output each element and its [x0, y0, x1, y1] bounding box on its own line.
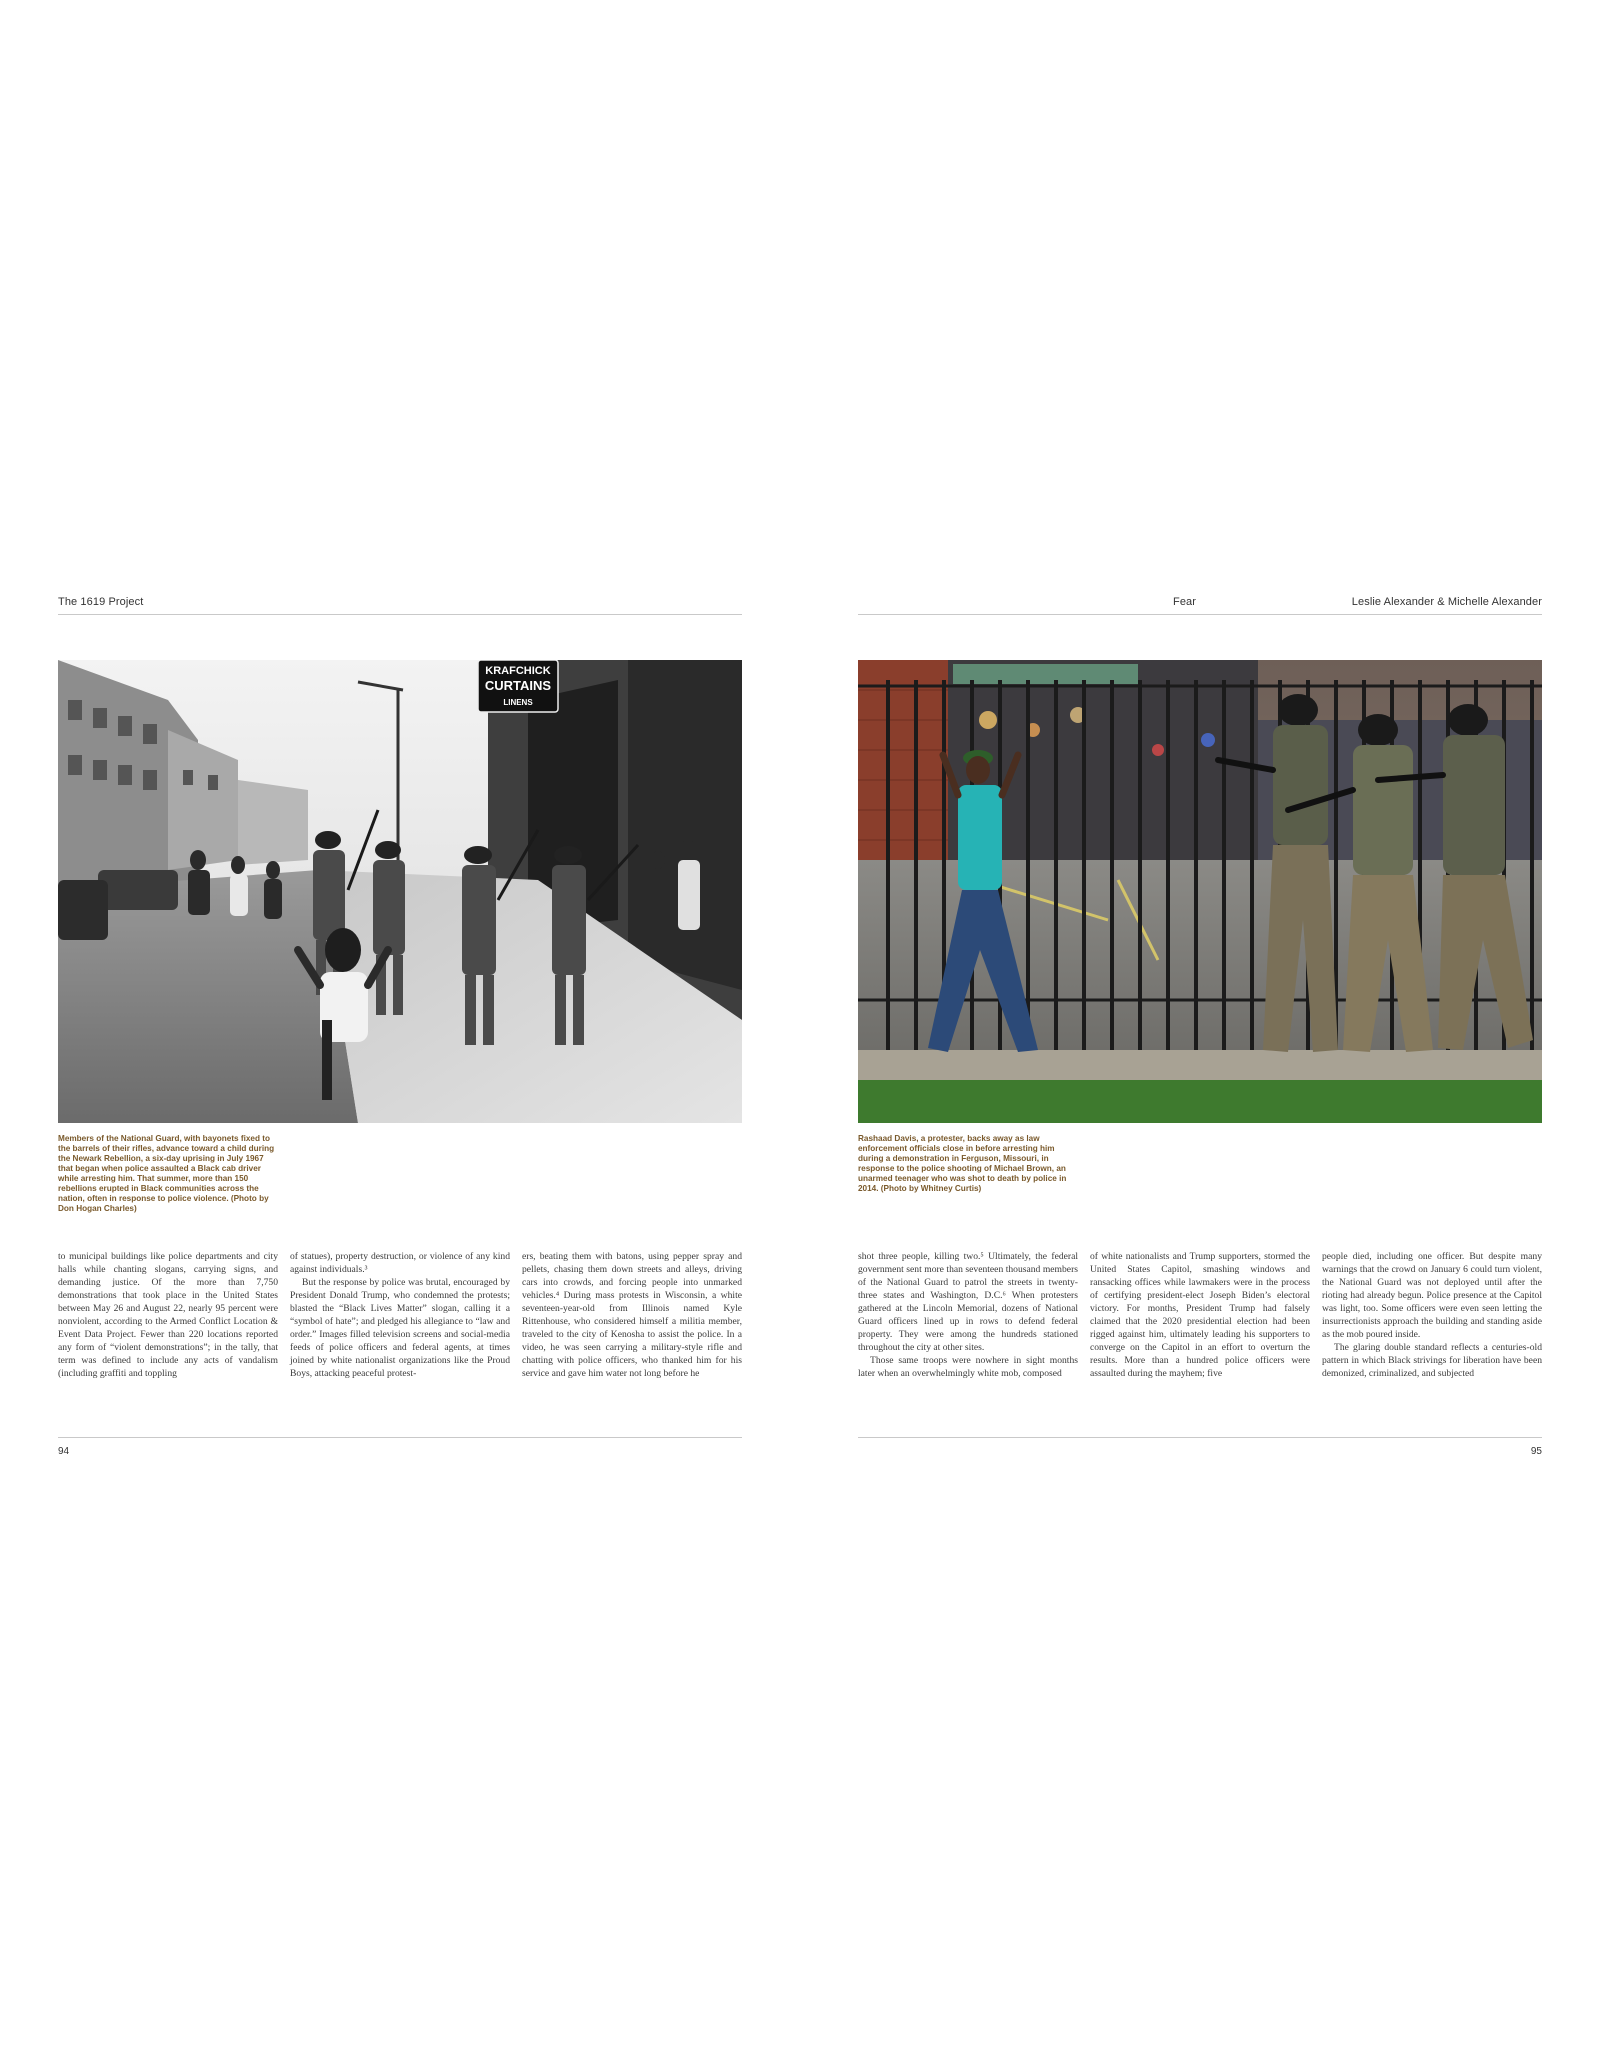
body-column-1 — [858, 1250, 1078, 1380]
body-column-3 — [1322, 1250, 1542, 1380]
photo-caption: Rashaad Davis, a protester, backs away as law enforcement officials close in before arresting him during a demonstration in Ferguson, Missouri, in response to the police shooting of Michael Brown, an unarmed teenager who was shot to death by police in 2014. (Photo by Whitney Curtis) — [858, 1134, 1067, 1193]
right-page — [800, 0, 1600, 2048]
photo-ferguson-protest — [858, 660, 1542, 1123]
header-rule — [58, 614, 742, 615]
running-head-chapter: Fear — [1173, 596, 1197, 608]
page-number: 95 — [1530, 1446, 1542, 1457]
paragraph: Those same troops were nowhere in sight months later when an overwhelmingly white mob, composed — [858, 1355, 1078, 1379]
ferguson-photo-illustration — [858, 660, 1542, 1123]
header-rule — [858, 614, 1542, 615]
paragraph: But the response by police was brutal, encouraged by President Donald Trump, who condemned the protests; blasted the “Black Lives Matter” slogan, calling it a “symbol of hate”; and pledged his allegiance to “law and order.” Images filled television screens and social-media feeds of police officers and federal agents, at times joined by white nationalist organizations like the Proud Boys, attacking peaceful protest- — [290, 1277, 510, 1379]
footer-rule — [858, 1437, 1542, 1438]
sign-line-3: LINENS — [503, 698, 533, 707]
paragraph: ers, beating them with batons, using pepper spray and pellets, chasing them down streets and alleys, driving cars into crowds, and forcing people into unmarked vehicles.⁴ During mass protests in Wisconsin, a white seventeen-year-old from Illinois named Kyle Rittenhouse, who considered himself a militia member, traveled to the city of Kenosha to assist the police. In a video, he was seen carrying a military-style rifle and chatting with police officers, who thanked him for his service and gave him water not long before he — [522, 1251, 742, 1379]
paragraph: The glaring double standard reflects a centuries-old pattern in which Black strivings for liberation have been demonized, criminalized, and subjected — [1322, 1342, 1542, 1379]
body-column-2 — [1090, 1250, 1310, 1380]
store-sign — [478, 660, 558, 712]
paragraph: of white nationalists and Trump supporters, stormed the United States Capitol, smashing windows and ransacking offices while lawmakers were in the process of certifying president-elect Joseph Biden’s electoral victory. For months, President Trump had falsely claimed that the 2020 presidential election had been rigged against him, ultimately leading his supporters to converge on the Capitol in an effort to overturn the results. More than a hundred police officers were assaulted during the mayhem; five — [1090, 1251, 1310, 1379]
sign-line-2: CURTAINS — [484, 678, 552, 693]
paragraph: of statues), property destruction, or violence of any kind against individuals.³ — [290, 1251, 510, 1275]
newark-photo-illustration — [58, 660, 742, 1123]
running-head-book-title: The 1619 Project — [58, 596, 144, 608]
paragraph: shot three people, killing two.⁵ Ultimately, the federal government sent more than seventeen thousand members of the National Guard to patrol the streets in twenty-three states and Washington, D.C.⁶ When protesters gathered at the Lincoln Memorial, dozens of National Guard officers lined up in rows to defend federal property. They were among the hundreds stationed throughout the city at other sites. — [858, 1251, 1078, 1353]
page-number: 94 — [58, 1446, 70, 1457]
body-column-2 — [290, 1250, 510, 1380]
paragraph: to municipal buildings like police departments and city halls while chanting slogans, carrying signs, and demanding justice. Of the more than 7,750 demonstrations that took place in the United States between May 26 and August 22, nearly 95 percent were nonviolent, according to the Armed Conflict Location & Event Data Project. Fewer than 220 locations reported any form of “violent demonstrations”; in the tally, that term was defined to include any acts of vandalism (including graffiti and toppling — [58, 1251, 278, 1379]
running-head-authors: Leslie Alexander & Michelle Alexander — [1351, 596, 1542, 608]
footer-rule — [58, 1437, 742, 1438]
body-column-3 — [522, 1250, 742, 1380]
paragraph: people died, including one officer. But despite many warnings that the crowd on January 6 could turn violent, the National Guard was not deployed until after the rioting had already begun. Police presence at the Capitol was light, too. Some officers were even seen letting the insurrectionists approach the building and standing aside as the mob poured inside. — [1322, 1251, 1542, 1340]
body-column-1 — [58, 1250, 278, 1380]
photo-newark-rebellion — [58, 660, 742, 1123]
sign-line-1: KRAFCHICK — [485, 665, 551, 677]
photo-caption: Members of the National Guard, with bayonets fixed to the barrels of their rifles, advance toward a child during the Newark Rebellion, a six-day uprising in July 1967 that began when police assaulted a Black cab driver while arresting him. That summer, more than 150 rebellions erupted in Black communities across the nation, often in response to police violence. (Photo by Don Hogan Charles) — [58, 1134, 275, 1213]
